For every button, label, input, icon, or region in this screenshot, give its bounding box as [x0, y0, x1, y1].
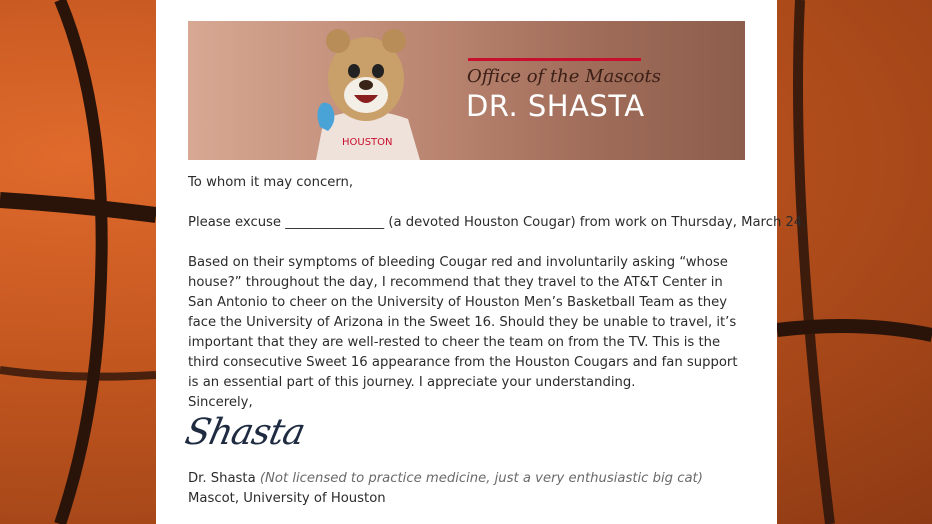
- signature: Shasta: [181, 412, 309, 453]
- jersey-lettering: HOUSTON: [342, 137, 393, 148]
- excuse-line: Please excuse _______________ (a devoted Houston Cougar) from work on Thursday, March 24.: [188, 215, 807, 230]
- cougar-mascot-image: [296, 27, 436, 160]
- office-subtitle: Office of the Mascots: [467, 66, 661, 87]
- banner-accent-rule: [468, 58, 641, 61]
- banner-name: DR. SHASTA: [466, 89, 645, 123]
- greeting: To whom it may concern,: [188, 175, 354, 190]
- signer-note: (Not licensed to practice medicine, just a very enthusiastic big cat): [259, 471, 703, 486]
- signer-line: [188, 469, 748, 489]
- signer-title: Mascot, University of Houston: [188, 491, 386, 506]
- excuse-letter: [156, 0, 807, 524]
- header-banner: [188, 21, 745, 160]
- letter-body: Based on their symptoms of bleeding Cougar red and involuntarily asking “whose house?” throughout the day, I recommend that they travel to the AT&T Center in San Antonio to cheer on the University of Houston Men’s Basketball Team as they face the University of Arizona in the Sweet 16. Should they be unable to travel, it’s important that they are well-rested to cheer the team on from the TV. This is the third consecutive Sweet 16 appearance from the Houston Cougars and fan support is an essential part of this journey. I appreciate your understanding.: [188, 255, 738, 390]
- signer-name: Dr. Shasta: [188, 471, 256, 486]
- closing: Sincerely,: [188, 395, 253, 410]
